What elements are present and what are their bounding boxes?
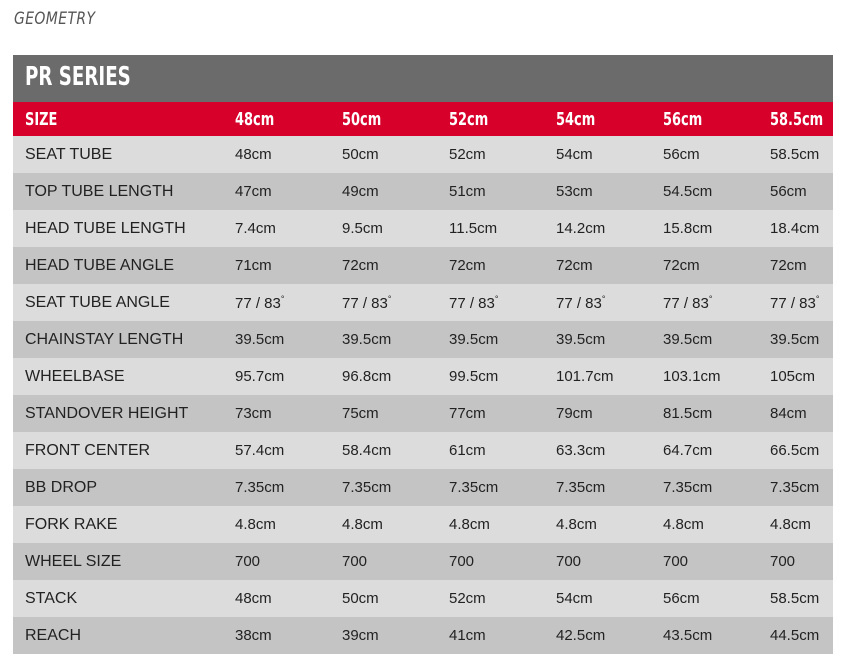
cell-value: 52cm: [449, 590, 486, 607]
table-cell: [651, 395, 758, 432]
table-cell: [651, 543, 758, 580]
table-cell: [437, 580, 544, 617]
table-cell: [651, 580, 758, 617]
table-cell: [544, 284, 651, 321]
cell-value: 41cm: [449, 627, 486, 644]
table-cell: [330, 617, 437, 654]
table-cell: [437, 247, 544, 284]
cell-value: 81.5cm: [663, 405, 713, 422]
cell-value: 4.8cm: [770, 516, 811, 533]
cell-value: 4.8cm: [449, 516, 490, 533]
cell-value: 7.35cm: [342, 479, 392, 496]
table-cell: [544, 395, 651, 432]
table-cell: [758, 321, 833, 358]
degree-mark: °: [387, 293, 392, 304]
cell-value: 39.5cm: [235, 331, 285, 348]
table-cell: [437, 210, 544, 247]
cell-value: 56cm: [663, 590, 700, 607]
table-cell: [758, 617, 833, 654]
cell-value: 64.7cm: [663, 442, 713, 459]
series-title-bar: [13, 55, 833, 102]
row-label: FRONT CENTER: [13, 432, 223, 469]
table-cell: [758, 284, 833, 321]
table-cell: [330, 284, 437, 321]
table-cell: [223, 284, 330, 321]
table-cell: [437, 543, 544, 580]
table-cell: [437, 284, 544, 321]
cell-value: 99.5cm: [449, 368, 499, 385]
table-cell: [651, 284, 758, 321]
table-cell: [651, 210, 758, 247]
cell-value: 14.2cm: [556, 220, 606, 237]
table-cell: [330, 469, 437, 506]
degree-mark: °: [815, 293, 820, 304]
row-label: CHAINSTAY LENGTH: [13, 321, 223, 358]
cell-value: 7.4cm: [235, 220, 276, 237]
row-label: HEAD TUBE ANGLE: [13, 247, 223, 284]
cell-value: 95.7cm: [235, 368, 285, 385]
table-cell: [544, 469, 651, 506]
geometry-table: [13, 102, 833, 654]
cell-value: 9.5cm: [342, 220, 383, 237]
table-row: [13, 432, 833, 469]
cell-value: 56cm: [770, 183, 807, 200]
table-cell: [758, 358, 833, 395]
table-cell: [223, 469, 330, 506]
cell-value: 54.5cm: [663, 183, 713, 200]
geometry-table-container: [13, 55, 833, 654]
table-cell: [330, 247, 437, 284]
table-cell: [651, 506, 758, 543]
cell-value: 72cm: [770, 257, 807, 274]
cell-value: 50cm: [342, 146, 379, 163]
cell-value: 77 / 83: [556, 294, 602, 312]
table-cell: [330, 580, 437, 617]
row-label: WHEELBASE: [13, 358, 223, 395]
cell-value: 71cm: [235, 257, 272, 274]
size-header-cell: 58.5cm: [758, 102, 833, 136]
size-header-cell: 50cm: [330, 102, 437, 136]
table-cell: [544, 432, 651, 469]
table-cell: [223, 580, 330, 617]
table-row: [13, 617, 833, 654]
table-cell: [330, 321, 437, 358]
table-row: [13, 284, 833, 321]
cell-value: 96.8cm: [342, 368, 392, 385]
row-label: TOP TUBE LENGTH: [13, 173, 223, 210]
table-cell: [223, 358, 330, 395]
table-cell: [544, 543, 651, 580]
table-cell: [437, 173, 544, 210]
table-row: [13, 210, 833, 247]
cell-value: 4.8cm: [663, 516, 704, 533]
row-label: STANDOVER HEIGHT: [13, 395, 223, 432]
cell-value: 50cm: [342, 590, 379, 607]
table-cell: [651, 173, 758, 210]
table-cell: [223, 395, 330, 432]
table-cell: [544, 321, 651, 358]
cell-value: 4.8cm: [235, 516, 276, 533]
row-label: WHEEL SIZE: [13, 543, 223, 580]
row-label: STACK: [13, 580, 223, 617]
page-heading: GEOMETRY: [14, 9, 96, 29]
series-title: PR SERIES: [25, 62, 131, 92]
table-row: [13, 543, 833, 580]
cell-value: 7.35cm: [449, 479, 499, 496]
cell-value: 105cm: [770, 368, 816, 385]
table-cell: [651, 321, 758, 358]
cell-value: 38cm: [235, 627, 272, 644]
cell-value: 700: [770, 553, 796, 570]
table-cell: [330, 358, 437, 395]
table-cell: [437, 432, 544, 469]
size-header-cell: 54cm: [544, 102, 651, 136]
cell-value: 39.5cm: [556, 331, 606, 348]
table-cell: [651, 432, 758, 469]
cell-value: 700: [235, 553, 261, 570]
cell-value: 54cm: [556, 146, 593, 163]
cell-value: 43.5cm: [663, 627, 713, 644]
table-cell: [758, 580, 833, 617]
table-row: [13, 321, 833, 358]
table-cell: [758, 543, 833, 580]
cell-value: 48cm: [235, 590, 272, 607]
cell-value: 18.4cm: [770, 220, 820, 237]
table-cell: [223, 210, 330, 247]
cell-value: 7.35cm: [556, 479, 606, 496]
table-cell: [651, 617, 758, 654]
degree-mark: °: [601, 293, 606, 304]
table-cell: [330, 136, 437, 173]
table-cell: [437, 395, 544, 432]
table-cell: [544, 136, 651, 173]
row-label: BB DROP: [13, 469, 223, 506]
table-row: [13, 506, 833, 543]
row-label: SEAT TUBE: [13, 136, 223, 173]
table-cell: [437, 506, 544, 543]
cell-value: 39cm: [342, 627, 379, 644]
cell-value: 72cm: [342, 257, 379, 274]
cell-value: 72cm: [449, 257, 486, 274]
cell-value: 15.8cm: [663, 220, 713, 237]
cell-value: 77 / 83: [770, 294, 816, 312]
cell-value: 79cm: [556, 405, 593, 422]
table-cell: [223, 432, 330, 469]
table-row: [13, 580, 833, 617]
table-cell: [758, 432, 833, 469]
cell-value: 44.5cm: [770, 627, 820, 644]
cell-value: 700: [663, 553, 689, 570]
table-cell: [330, 432, 437, 469]
table-row: [13, 247, 833, 284]
cell-value: 11.5cm: [449, 220, 498, 237]
table-cell: [758, 506, 833, 543]
table-cell: [651, 469, 758, 506]
row-label: FORK RAKE: [13, 506, 223, 543]
cell-value: 52cm: [449, 146, 486, 163]
table-cell: [758, 469, 833, 506]
cell-value: 75cm: [342, 405, 379, 422]
row-label: HEAD TUBE LENGTH: [13, 210, 223, 247]
table-cell: [437, 617, 544, 654]
cell-value: 77 / 83: [342, 294, 388, 312]
table-row: [13, 173, 833, 210]
cell-value: 53cm: [556, 183, 593, 200]
cell-value: 42.5cm: [556, 627, 606, 644]
cell-value: 77 / 83: [449, 294, 495, 312]
cell-value: 63.3cm: [556, 442, 606, 459]
table-row: [13, 358, 833, 395]
cell-value: 700: [449, 553, 475, 570]
table-cell: [437, 321, 544, 358]
cell-value: 48cm: [235, 146, 272, 163]
table-cell: [758, 395, 833, 432]
table-cell: [330, 210, 437, 247]
table-cell: [544, 247, 651, 284]
cell-value: 51cm: [449, 183, 486, 200]
table-cell: [544, 173, 651, 210]
degree-mark: °: [280, 293, 285, 304]
cell-value: 700: [556, 553, 582, 570]
row-label: SEAT TUBE ANGLE: [13, 284, 223, 321]
degree-mark: °: [494, 293, 499, 304]
table-cell: [223, 173, 330, 210]
cell-value: 77 / 83: [663, 294, 709, 312]
cell-value: 57.4cm: [235, 442, 285, 459]
cell-value: 101.7cm: [556, 368, 614, 385]
cell-value: 77cm: [449, 405, 486, 422]
size-header-cell: 56cm: [651, 102, 758, 136]
table-cell: [330, 506, 437, 543]
cell-value: 84cm: [770, 405, 807, 422]
table-cell: [223, 321, 330, 358]
cell-value: 39.5cm: [342, 331, 392, 348]
table-cell: [223, 617, 330, 654]
table-cell: [544, 617, 651, 654]
table-row: [13, 469, 833, 506]
table-cell: [651, 358, 758, 395]
degree-mark: °: [708, 293, 713, 304]
table-cell: [544, 506, 651, 543]
cell-value: 58.5cm: [770, 146, 820, 163]
table-cell: [437, 136, 544, 173]
cell-value: 66.5cm: [770, 442, 820, 459]
size-header-row: [13, 102, 833, 136]
cell-value: 77 / 83: [235, 294, 281, 312]
cell-value: 4.8cm: [342, 516, 383, 533]
cell-value: 49cm: [342, 183, 379, 200]
table-cell: [223, 136, 330, 173]
table-cell: [437, 469, 544, 506]
table-cell: [651, 247, 758, 284]
table-cell: [758, 136, 833, 173]
row-label: REACH: [13, 617, 223, 654]
table-cell: [758, 247, 833, 284]
table-cell: [544, 580, 651, 617]
cell-value: 7.35cm: [770, 479, 820, 496]
table-cell: [651, 136, 758, 173]
table-cell: [758, 210, 833, 247]
cell-value: 4.8cm: [556, 516, 597, 533]
cell-value: 72cm: [556, 257, 593, 274]
cell-value: 72cm: [663, 257, 700, 274]
size-header-cell: 48cm: [223, 102, 330, 136]
cell-value: 39.5cm: [449, 331, 499, 348]
table-cell: [223, 247, 330, 284]
table-cell: [544, 210, 651, 247]
cell-value: 58.5cm: [770, 590, 820, 607]
cell-value: 103.1cm: [663, 368, 721, 385]
table-cell: [544, 358, 651, 395]
table-cell: [330, 543, 437, 580]
cell-value: 54cm: [556, 590, 593, 607]
cell-value: 39.5cm: [663, 331, 713, 348]
cell-value: 700: [342, 553, 368, 570]
table-cell: [330, 173, 437, 210]
table-cell: [758, 173, 833, 210]
table-cell: [223, 506, 330, 543]
cell-value: 56cm: [663, 146, 700, 163]
cell-value: 39.5cm: [770, 331, 820, 348]
cell-value: 73cm: [235, 405, 272, 422]
cell-value: 47cm: [235, 183, 272, 200]
cell-value: 7.35cm: [235, 479, 285, 496]
size-header-cell: 52cm: [437, 102, 544, 136]
table-row: [13, 136, 833, 173]
table-cell: [330, 395, 437, 432]
size-header-label: SIZE: [13, 102, 223, 136]
table-row: [13, 395, 833, 432]
cell-value: 61cm: [449, 442, 486, 459]
table-cell: [223, 543, 330, 580]
cell-value: 58.4cm: [342, 442, 392, 459]
cell-value: 7.35cm: [663, 479, 713, 496]
table-cell: [437, 358, 544, 395]
